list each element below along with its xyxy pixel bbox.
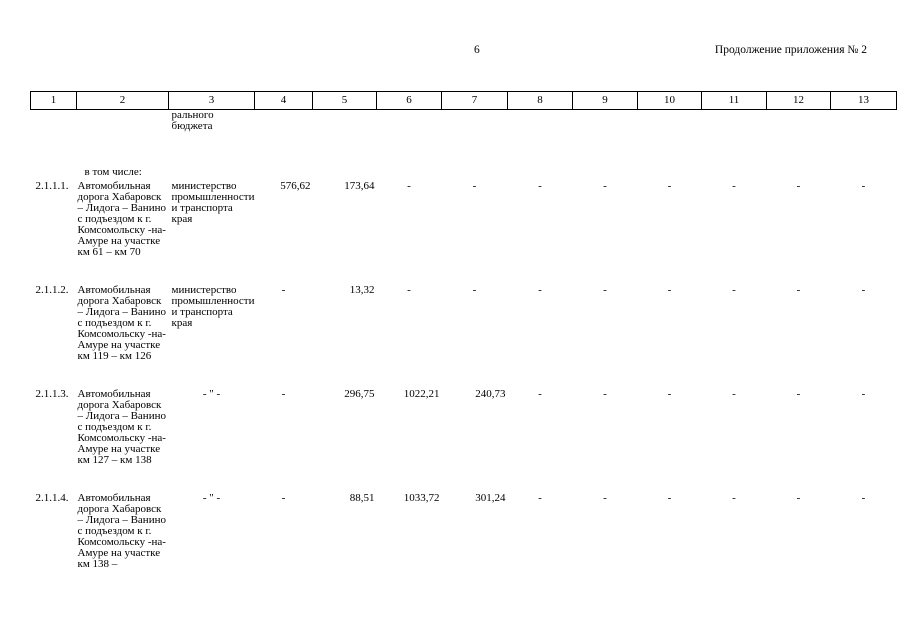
row-responsible: - " - xyxy=(202,492,221,504)
column-header: 2 xyxy=(77,92,169,110)
row-value: 13,32 xyxy=(349,284,375,296)
row-value: - xyxy=(281,388,286,400)
row-value: 296,75 xyxy=(344,388,375,400)
row-value: - xyxy=(603,180,607,192)
row-code: 2.1.1.4. xyxy=(35,492,69,504)
row-code: 2.1.1.1. xyxy=(35,180,69,192)
row-value: - xyxy=(861,388,866,400)
row-value: - xyxy=(796,388,801,400)
row-code: 2.1.1.3. xyxy=(35,388,69,400)
row-value: 576,62 xyxy=(280,180,311,192)
column-header: 5 xyxy=(312,92,376,110)
column-header: 10 xyxy=(637,92,701,110)
row-value: - xyxy=(732,284,736,296)
table-row xyxy=(31,181,897,285)
row-value: - xyxy=(796,284,801,296)
row-value: - xyxy=(667,180,672,192)
row-value: - xyxy=(472,180,477,192)
row-value: - xyxy=(861,180,866,192)
row-value: 301,24 xyxy=(475,492,506,504)
column-header: 9 xyxy=(572,92,637,110)
column-header: 12 xyxy=(766,92,830,110)
row-value: - xyxy=(281,284,286,296)
row-object-name: Автомобильная дорога Хабаровск – Лидога – Ванино с подъездом к г. Комсомольску -на-Амуре на участке км 127 – км 138 xyxy=(77,388,166,466)
row-value: - xyxy=(538,492,542,504)
row-responsible: министерство промышленности и транспорта края xyxy=(171,180,255,225)
row-value: - xyxy=(732,180,736,192)
row-value: 173,64 xyxy=(344,180,375,192)
row-value: - xyxy=(861,492,866,504)
column-header: 1 xyxy=(31,92,77,110)
row-value: - xyxy=(472,284,477,296)
column-header: 7 xyxy=(441,92,507,110)
row-value: - xyxy=(861,284,866,296)
row-value: 88,51 xyxy=(349,492,375,504)
page-number: 6 xyxy=(474,44,480,56)
row-value: - xyxy=(732,492,736,504)
row-value: - xyxy=(407,180,411,192)
row-value: - xyxy=(603,284,607,296)
row-value: - xyxy=(796,180,801,192)
row-value: 1022,21 xyxy=(403,388,440,400)
continuation-row xyxy=(31,110,897,159)
row-responsible: - " - xyxy=(202,388,221,400)
column-header: 3 xyxy=(169,92,255,110)
column-header: 11 xyxy=(701,92,766,110)
column-header: 4 xyxy=(254,92,312,110)
row-value: - xyxy=(667,284,672,296)
row-value: - xyxy=(603,388,607,400)
row-value: 1033,72 xyxy=(403,492,440,504)
including-label: в том числе: xyxy=(84,166,142,178)
row-value: - xyxy=(538,388,542,400)
row-value: - xyxy=(281,492,286,504)
continued-source-text: рального бюджета xyxy=(171,109,214,132)
column-header: 13 xyxy=(830,92,896,110)
row-value: - xyxy=(732,388,736,400)
program-table xyxy=(30,91,897,583)
row-code: 2.1.1.2. xyxy=(35,284,69,296)
column-number-row xyxy=(31,92,897,110)
table-row xyxy=(31,285,897,389)
row-value: - xyxy=(538,284,542,296)
row-value: 240,73 xyxy=(475,388,506,400)
row-value: - xyxy=(603,492,607,504)
row-value: - xyxy=(796,492,801,504)
row-value: - xyxy=(667,388,672,400)
subheading-row xyxy=(31,158,897,181)
row-value: - xyxy=(407,284,411,296)
table-row xyxy=(31,389,897,493)
column-header: 8 xyxy=(507,92,572,110)
row-value: - xyxy=(538,180,542,192)
row-object-name: Автомобильная дорога Хабаровск – Лидога – Ванино с подъездом к г. Комсомольску -на-Амуре на участке км 138 – xyxy=(77,492,166,570)
row-object-name: Автомобильная дорога Хабаровск – Лидога – Ванино с подъездом к г. Комсомольску -на-Амуре на участке км 119 – км 126 xyxy=(77,284,166,362)
row-value: - xyxy=(667,492,672,504)
row-responsible: министерство промышленности и транспорта края xyxy=(171,284,255,329)
appendix-continuation-note: Продолжение приложения № 2 xyxy=(714,44,867,56)
column-header: 6 xyxy=(376,92,441,110)
table-row xyxy=(31,493,897,583)
row-object-name: Автомобильная дорога Хабаровск – Лидога – Ванино с подъездом к г. Комсомольску -на-Амуре на участке км 61 – км 70 xyxy=(77,180,166,258)
